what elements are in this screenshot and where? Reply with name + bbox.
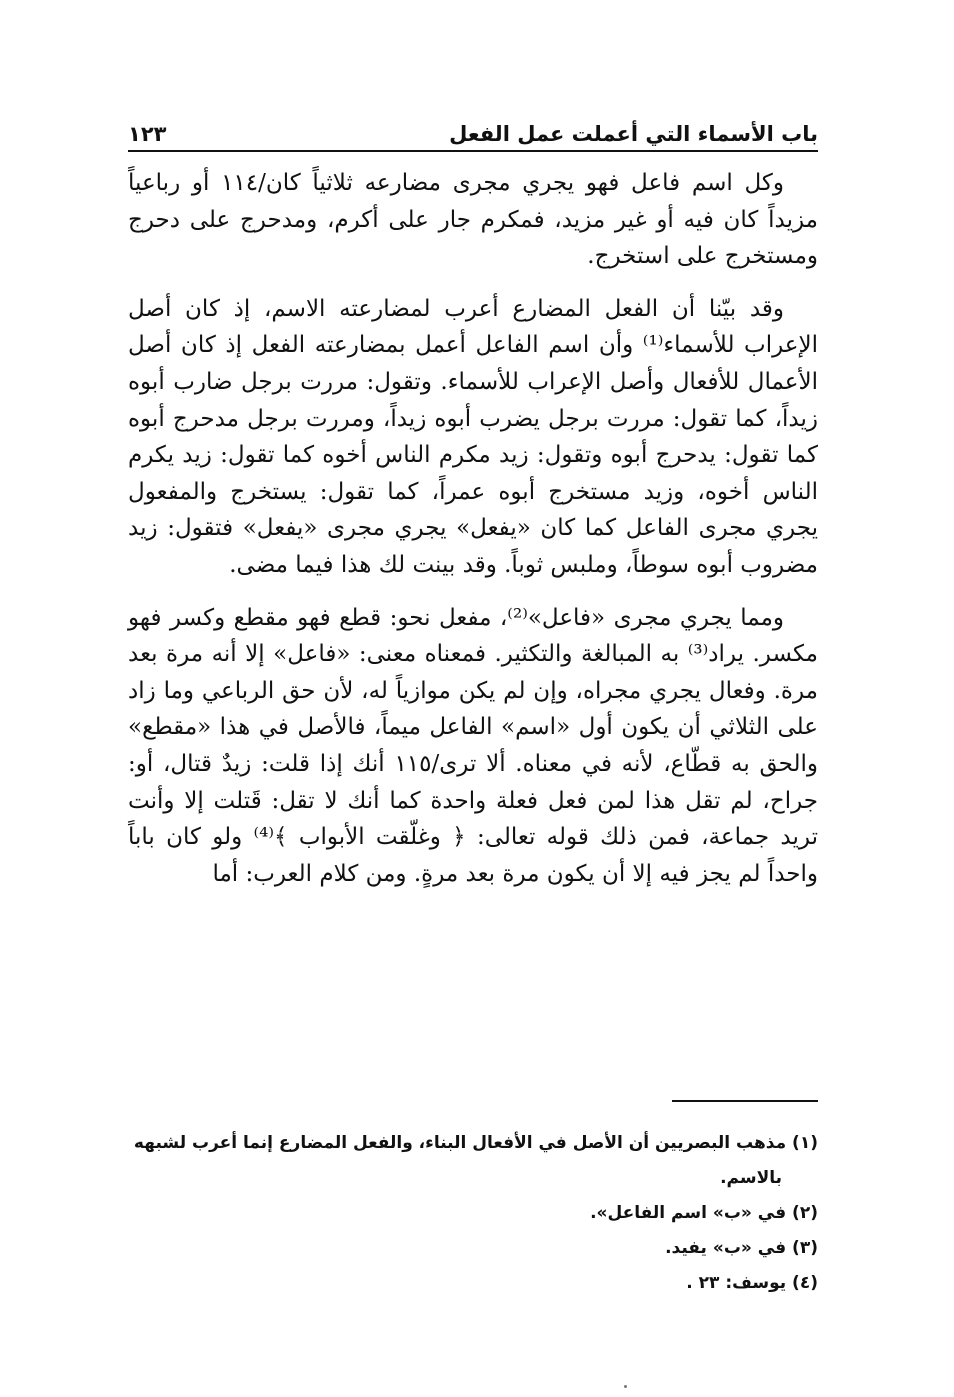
- footnote-4: (٤) يوسف: ٢٣ .: [686, 1273, 818, 1293]
- footnote-1: (١) مذهب البصريين أن الأصل في الأفعال البناء، والفعل المضارع إنما أعرب لشبهه: [133, 1133, 818, 1153]
- footnote-1-continuation: بالاسم.: [720, 1168, 782, 1188]
- header-rule: [128, 150, 818, 152]
- scan-speck: [624, 1385, 627, 1388]
- paragraph-1: وكل اسم فاعل فهو يجري مجرى مضارعه ثلاثياً كان/١١٤ أو رباعياً مزيداً كان فيه أو غير مزيد، فمكرم جار على أكرم، ومدحرج على دحرج ومستخرج على استخرج.: [128, 170, 818, 270]
- page-number: ١٢٣: [128, 122, 167, 146]
- footnote-separator: [672, 1100, 818, 1102]
- main-text: [128, 165, 818, 908]
- chapter-title: باب الأسماء التي أعملت عمل الفعل: [449, 122, 818, 146]
- paragraph-2: وقد بيّنا أن الفعل المضارع أعرب لمضارعته الاسم، إذ كان أصل الإعراب للأسماء⁽¹⁾ وأن اسم الفاعل أعمل بمضارعته الفعل إذ كان أصل الأعمال للأفعال وأصل الإعراب للأسماء. وتقول: مررت برجل ضارب أبوه زيداً، كما تقول: مررت برجل يضرب أبوه زيداً، ومررت برجل مدحرج أبوه كما تقول: يدحرج أبوه وتقول: زيد مكرم الناس أخوه كما تقول: زيد يكرم الناس أخوه، وزيد مستخرج أبوه عمراً، كما تقول: يستخرج والمفعول يجري مجرى الفاعل كما كان «يفعل» يجري مجرى «يفعل» فتقول: زيد مضروب أبوه سوطاً، وملبس ثوباً. وقد بينت لك هذا فيما مضى.: [128, 295, 819, 578]
- running-header: [128, 112, 818, 146]
- footnote-3: (٣) في «ب» يفيد.: [665, 1238, 818, 1258]
- paragraph-3: ومما يجري مجرى «فاعل»⁽²⁾، مفعل نحو: قطع فهو مقطع وكسر فهو مكسر. يراد⁽³⁾ به المبالغة والتكثير. فمعناه معنى: «فاعل» إلا أنه مرة بعد مرة. وفعال يجري مجراه، وإن لم يكن موازياً له، لأن حق الرباعي وما زاد على الثلاثي أن يكون أول «اسم» الفاعل ميماً، فالأصل في هذا «مقطع» والحق به قطّاع، لأنه في معناه. ألا ترى/١١٥ أنك إذا قلت: زيدٌ قتال، أو: جراح، لم تقل هذا لمن فعل فعلة واحدة كما أنك لا تقل: قَتلت إلا وأنت تريد جماعة، فمن ذلك قوله تعالى: ﴿ وغلّقت الأبواب ﴾⁽⁴⁾ ولو كان باباً واحداً لم يجز فيه إلا أن يكون مرة بعد مرةٍ. ومن كلام العرب: أما: [128, 604, 818, 887]
- footnotes: [128, 1126, 818, 1301]
- footnote-2: (٢) في «ب» اسم الفاعل».: [590, 1203, 818, 1223]
